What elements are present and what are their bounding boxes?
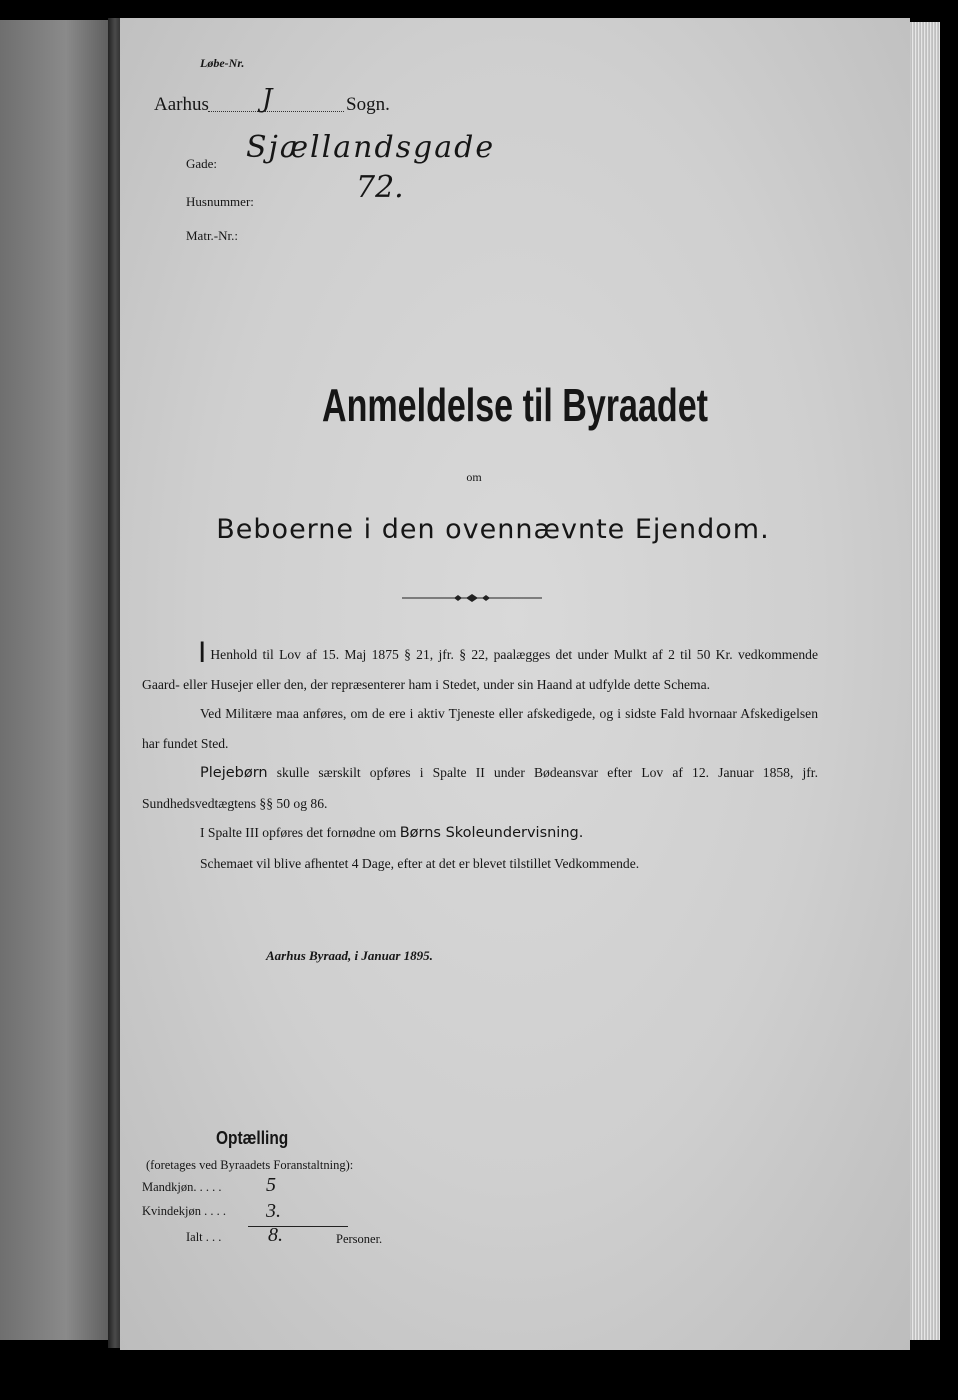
sogn-label: Sogn.: [346, 94, 390, 115]
optaelling-subtitle: (foretages ved Byraadets Foranstaltning):: [146, 1158, 354, 1172]
instruction-paragraph-3: Plejebørn skulle særskilt opføres i Spalte II under Bødeansvar efter Lov af 12. Januar 1858, jfr. Sundhedsvedtægtens §§ 50 og 86.: [142, 765, 818, 811]
kvindekjon-value: 3.: [266, 1200, 281, 1222]
signature-line: Aarhus Byraad, i Januar 1895.: [266, 948, 433, 963]
instruction-paragraph-5: Schemaet vil blive afhentet 4 Dage, efter at det er blevet tilstillet Vedkommende.: [200, 855, 640, 871]
husnummer-handwritten-value: 72.: [356, 170, 404, 205]
matr-nr-label: Matr.-Nr.:: [186, 228, 238, 243]
total-rule: [248, 1226, 348, 1227]
page-subtitle: Beboerne i den ovennævnte Ejendom.: [216, 514, 770, 545]
optaelling-title: Optælling: [216, 1128, 289, 1148]
sogn-dotted-line: [208, 111, 344, 112]
husnummer-label: Husnummer:: [186, 194, 254, 209]
left-facing-page: [0, 20, 110, 1340]
ialt-label: Ialt . . .: [186, 1230, 222, 1244]
gade-label: Gade:: [186, 156, 218, 171]
document-page: [120, 18, 910, 1350]
sogn-handwritten-value: J: [262, 84, 273, 114]
page-edges: [906, 22, 940, 1340]
lobe-nr-label: Løbe-Nr.: [200, 56, 245, 70]
aarhus-label: Aarhus: [154, 94, 209, 115]
personer-label: Personer.: [336, 1232, 383, 1246]
ornament-divider-icon: [402, 588, 542, 608]
drop-cap: I: [198, 636, 207, 669]
gade-handwritten-value: Sjællandsgade: [246, 130, 496, 165]
instructions-body: [142, 638, 818, 878]
kvindekjon-label: Kvindekjøn . . . .: [142, 1204, 227, 1218]
page-title: Anmeldelse til Byraadet: [322, 379, 708, 431]
mandkjon-label: Mandkjøn. . . . .: [142, 1180, 222, 1194]
instruction-paragraph-2: Ved Militære maa anføres, om de ere i aktiv Tjeneste eller afskedigede, og i sidste Fald hvornaar Afskedigelsen har fundet Sted.: [142, 706, 818, 751]
ialt-value: 8.: [268, 1224, 283, 1246]
instruction-paragraph-1: I Henhold til Lov af 15. Maj 1875 § 21, jfr. § 22, paalægges det under Mulkt af 2 til 50 Kr. vedkommende Gaard- eller Husejer eller den, der repræsenterer ham i Stedet, under sin Haand at udfylde dette Schema.: [142, 636, 818, 692]
instruction-paragraph-4: I Spalte III opføres det fornødne om Børns Skoleundervisning.: [200, 825, 584, 841]
mandkjon-value: 5: [266, 1174, 276, 1196]
title-connector: om: [466, 470, 482, 484]
